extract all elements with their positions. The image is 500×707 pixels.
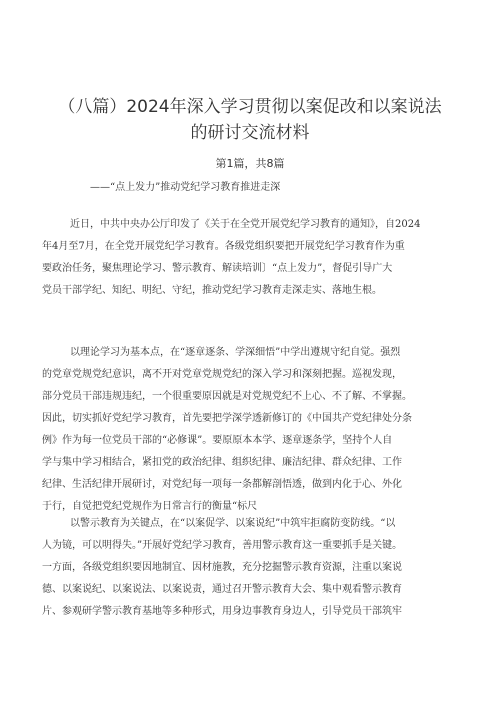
paragraph-line: 于行，自觉把党纪党规作为日常言行的衡量“标尺 (42, 501, 258, 512)
paragraph-3 (42, 513, 472, 623)
document-title (40, 94, 460, 146)
paragraph-line: 近日，中共中央办公厅印发了《关于在全党开展党纪学习教育的通知》，自2024 (70, 219, 421, 230)
paragraph-line: 片、参观研学警示教育基地等多种形式，用身边事教育身边人，引导党员干部筑牢 (42, 606, 402, 617)
paragraph-line: 以理论学习为基本点，在“逐章逐条、学深细悟”中学出遵规守纪自觉。强烈 (70, 347, 401, 358)
paragraph-line: 要政治任务，聚焦理论学习、警示教育、解读培训〕“点上发力”，督促引导广大 (42, 263, 393, 274)
title-line-2: 的研讨交流材料 (190, 123, 310, 143)
paragraph-line: 例》作为每一位党员干部的“必修课”。要原原本本学、逐章逐条学，坚持个人自 (42, 435, 393, 446)
paragraph-line: 纪律、生活纪律开展研讨，对党纪每一项每一条都解剖悟透，做到内化于心、外化 (42, 479, 402, 490)
paragraph-line: 部分党员干部违规违纪，一个很重要原因就是对党规党纪不上心、不了解、不掌握。 (42, 391, 412, 402)
paragraph-line: 的党章党规党纪意识，离不开对党章党规党纪的深入学习和深刻把握。巡视发现， (42, 369, 402, 380)
section-subtitle: ——“点上发力”推动党纪学习教育推进走深 (90, 182, 281, 193)
title-line-1: （八篇）2024年深入学习贯彻以案促改和以案说法 (58, 97, 442, 117)
paragraph-line: 一方面，各级党组织要因地制宜、因材施教，充分挖掘警示教育资源，注重以案说 (42, 562, 402, 573)
paragraph-line: 年4月至7月，在全党开展党纪学习教育。各级党组织要把开展党纪学习教育作为重 (42, 241, 405, 252)
paragraph-1 (42, 214, 472, 302)
paragraph-line: 因此，切实抓好党纪学习教育，首先要把学深学透新修订的《中国共产党纪律处分条 (42, 413, 412, 424)
paragraph-line: 学与集中学习相结合，紧扣党的政治纪律、组织纪律、廉洁纪律、群众纪律、工作 (42, 457, 402, 468)
paragraph-2 (42, 342, 472, 518)
paragraph-line: 人为镜，可以明得失。”开展好党纪学习教育，善用警示教育这一重要抓手是关键。 (42, 540, 403, 551)
paragraph-line: 以警示教育为关键点，在“以案促学、以案说纪”中筑牢拒腐防变防线。“以 (70, 518, 396, 529)
paragraph-line: 德、以案说纪、以案说法、以案说责，通过召开警示教育大会、集中观看警示教育 (42, 584, 402, 595)
part-label: 第1篇，共8篇 (215, 157, 285, 170)
paragraph-line: 党员干部学纪、知纪、明纪、守纪，推动党纪学习教育走深走实、落地生根。 (42, 285, 382, 296)
